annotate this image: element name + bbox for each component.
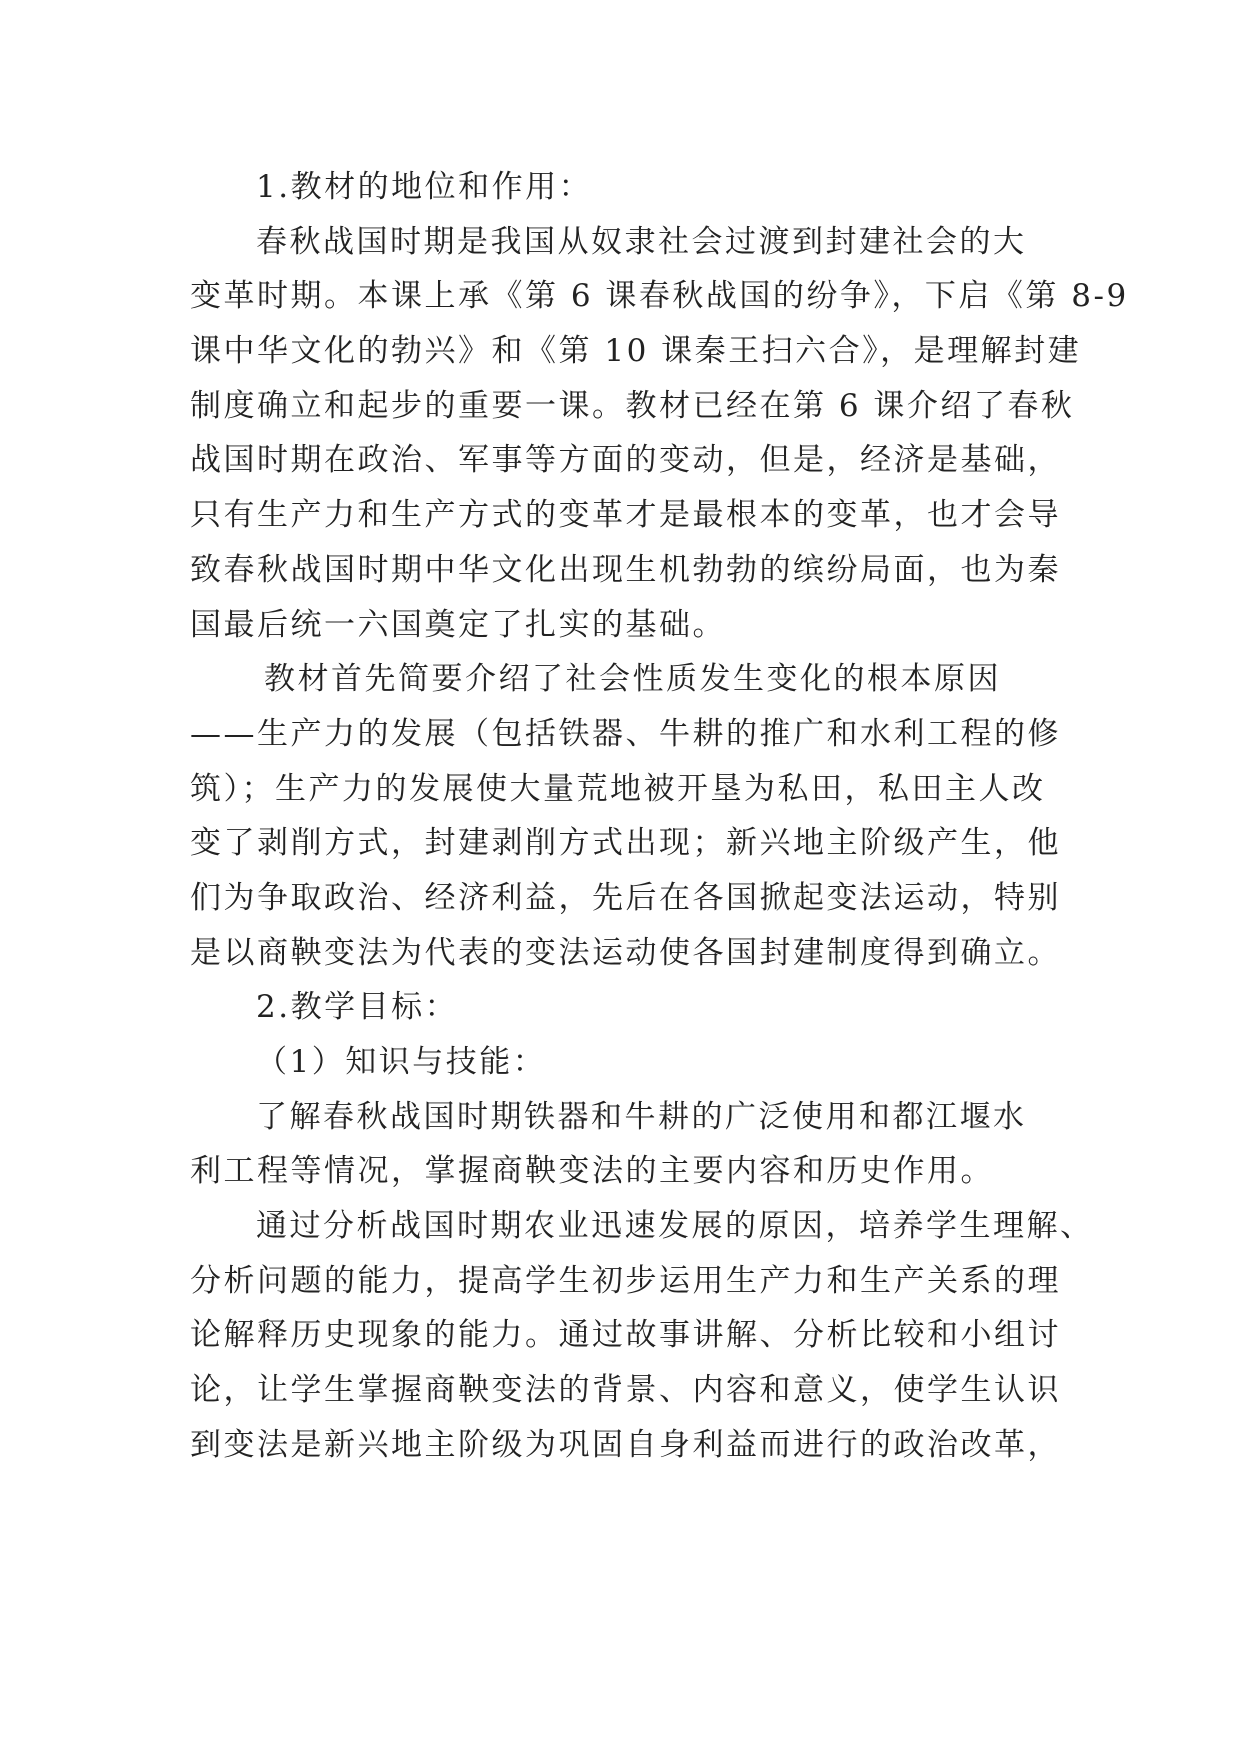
document-body xyxy=(190,160,1129,1473)
paragraph-line: 是以商鞅变法为代表的变法运动使各国封建制度得到确立。 xyxy=(190,934,1061,971)
paragraph-line: 论，让学生掌握商鞅变法的背景、内容和意义，使学生认识 xyxy=(190,1372,1061,1409)
paragraph-line: 论解释历史现象的能力。通过故事讲解、分析比较和小组讨 xyxy=(190,1317,1061,1354)
paragraph-line: 了解春秋战国时期铁器和牛耕的广泛使用和都江堰水 xyxy=(256,1098,1027,1135)
subsection-heading: （1）知识与技能： xyxy=(256,1044,547,1080)
paragraph-line: 国最后统一六国奠定了扎实的基础。 xyxy=(190,606,726,643)
paragraph-line: 只有生产力和生产方式的变革才是最根本的变革，也才会导 xyxy=(190,497,1061,534)
paragraph-line: 春秋战国时期是我国从奴隶社会过渡到封建社会的大 xyxy=(256,223,1027,260)
paragraph-line: 分析问题的能力，提高学生初步运用生产力和生产关系的理 xyxy=(190,1262,1061,1299)
paragraph-line: 通过分析战国时期农业迅速发展的原因，培养学生理解、 xyxy=(256,1208,1094,1245)
paragraph-line: 变革时期。本课上承《第 6 课春秋战国的纷争》，下启《第 8-9 xyxy=(190,278,1129,315)
paragraph-line: 利工程等情况，掌握商鞅变法的主要内容和历史作用。 xyxy=(190,1153,994,1190)
paragraph-line: 课中华文化的勃兴》和《第 10 课秦王扫六合》，是理解封建 xyxy=(190,333,1082,370)
paragraph-line: 致春秋战国时期中华文化出现生机勃勃的缤纷局面，也为秦 xyxy=(190,551,1061,588)
paragraph-line: 战国时期在政治、军事等方面的变动，但是，经济是基础， xyxy=(190,442,1061,479)
section-heading-2: 2.教学目标： xyxy=(256,989,459,1026)
paragraph-line: 制度确立和起步的重要一课。教材已经在第 6 课介绍了春秋 xyxy=(190,387,1075,424)
paragraph-line: 们为争取政治、经济利益，先后在各国掀起变法运动，特别 xyxy=(190,879,1061,916)
paragraph-line: 教材首先简要介绍了社会性质发生变化的根本原因 xyxy=(264,661,1001,698)
paragraph-line: 到变法是新兴地主阶级为巩固自身利益而进行的政治改革， xyxy=(190,1426,1061,1463)
paragraph-line: 筑）；生产力的发展使大量荒地被开垦为私田，私田主人改 xyxy=(190,770,1046,807)
section-heading-1: 1.教材的地位和作用： xyxy=(256,169,593,205)
paragraph-line: ——生产力的发展（包括铁器、牛耕的推广和水利工程的修 xyxy=(190,715,1061,752)
paragraph-line: 变了剥削方式，封建剥削方式出现；新兴地主阶级产生，他 xyxy=(190,825,1061,862)
